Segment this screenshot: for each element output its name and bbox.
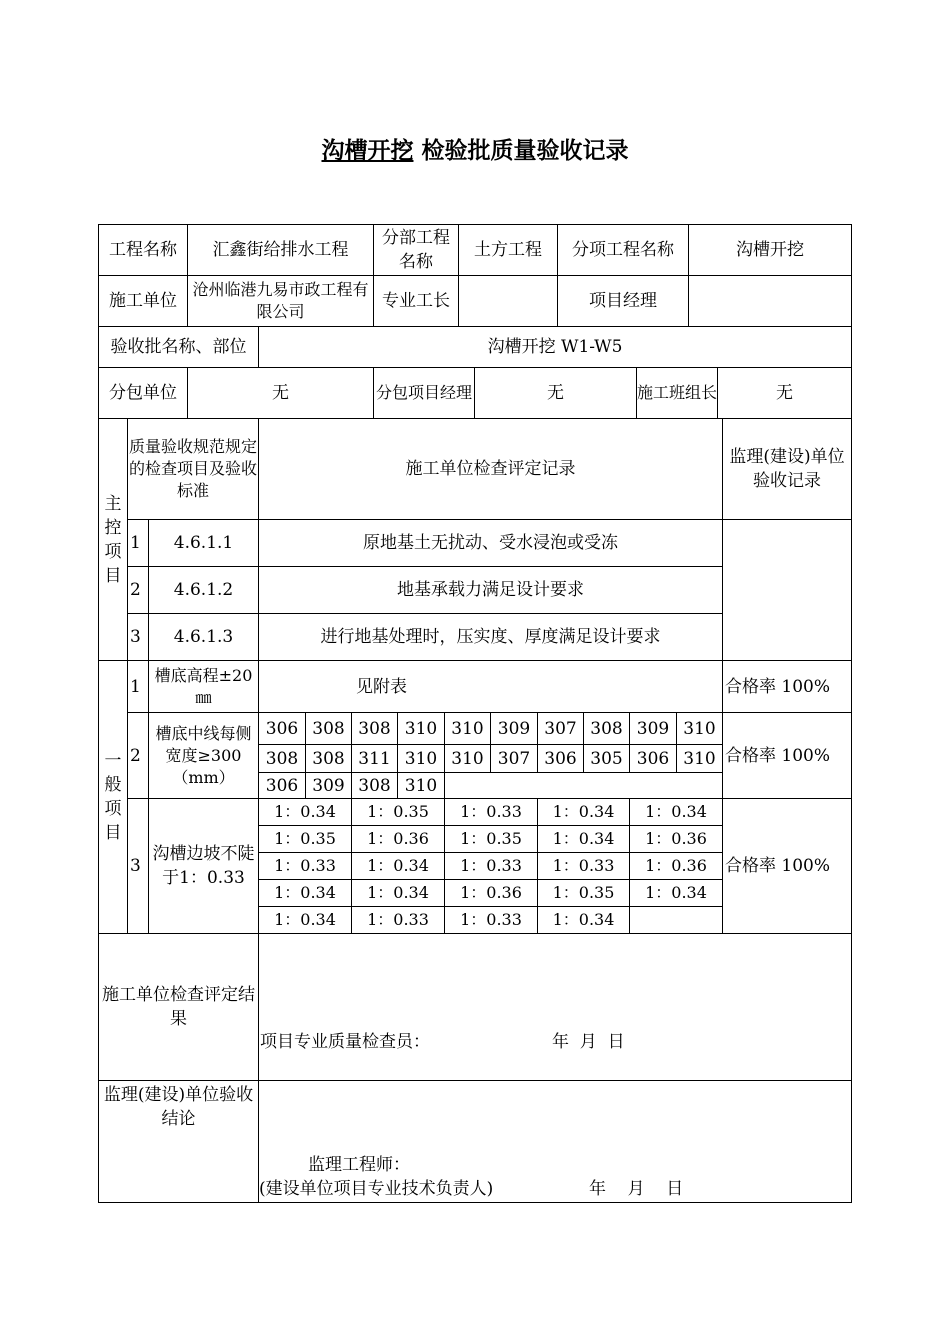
width-measure-cell: 306 xyxy=(258,772,306,799)
general-label: 一 般 项 目 xyxy=(98,660,128,934)
width-measure-cell: 308 xyxy=(305,744,352,773)
slope-measure-cell: 1：0.35 xyxy=(258,825,352,853)
width-measure-cell: 308 xyxy=(305,712,352,745)
slope-measure-cell xyxy=(629,906,723,934)
width-measure-cell: 306 xyxy=(537,744,584,773)
conclusion-box xyxy=(258,1080,852,1203)
value-sub-project: 土方工程 xyxy=(458,224,558,276)
general-item2-rate: 合格率 100% xyxy=(722,712,852,799)
inspector-label: 项目专业质量检查员： xyxy=(260,1032,430,1052)
general-item3-rate: 合格率 100% xyxy=(722,798,852,934)
slope-measure-cell: 1：0.36 xyxy=(629,852,723,880)
label-sub-project: 分部工程名称 xyxy=(373,224,459,276)
width-measure-cell: 308 xyxy=(583,712,630,745)
slope-measure-cell: 1：0.34 xyxy=(629,879,723,907)
slope-measure-cell: 1：0.36 xyxy=(444,879,538,907)
engineer-label: 监理工程师： xyxy=(308,1155,410,1175)
width-measure-cell: 309 xyxy=(490,712,538,745)
slope-measure-cell: 1：0.35 xyxy=(444,825,538,853)
result-box xyxy=(258,933,852,1081)
value-batch: 沟槽开挖 W1-W5 xyxy=(258,326,852,368)
slope-measure-cell: 1：0.34 xyxy=(351,879,445,907)
value-team-leader: 无 xyxy=(717,367,852,419)
result-date: 年 月 日 xyxy=(552,1032,625,1052)
slope-measure-cell: 1：0.33 xyxy=(351,906,445,934)
slope-measure-cell: 1：0.35 xyxy=(537,879,630,907)
label-sub-unit: 分包单位 xyxy=(98,367,188,419)
col-record: 施工单位检查评定记录 xyxy=(258,418,723,520)
value-item: 沟槽开挖 xyxy=(688,224,852,276)
title-part1: 沟槽开挖 xyxy=(321,138,414,164)
width-measure-cell: 309 xyxy=(629,712,677,745)
col-standard: 质量验收规范规定的检查项目及验收标准 xyxy=(127,418,259,520)
value-sub-unit: 无 xyxy=(187,367,374,419)
slope-measure-cell: 1：0.33 xyxy=(444,852,538,880)
width-measure-cell: 310 xyxy=(397,744,445,773)
slope-measure-cell: 1：0.34 xyxy=(258,798,352,826)
width-measure-cell: 308 xyxy=(351,712,398,745)
general-item1-record: 见附表 xyxy=(258,660,723,713)
width-measure-cell: 310 xyxy=(397,772,445,799)
width-measure-cell: 307 xyxy=(537,712,584,745)
slope-measure-cell: 1：0.34 xyxy=(258,879,352,907)
main-item-text: 原地基土无扰动、受水浸泡或受冻 xyxy=(258,519,723,567)
label-project-name: 工程名称 xyxy=(98,224,188,276)
main-item-code: 4.6.1.2 xyxy=(148,566,259,614)
width-measure-cell: 310 xyxy=(676,744,723,773)
width-measure-cell: 309 xyxy=(305,772,352,799)
value-unit: 沧州临港九易市政工程有限公司 xyxy=(187,275,374,327)
slope-measure-cell: 1：0.33 xyxy=(444,798,538,826)
width-measure-cell: 310 xyxy=(397,712,445,745)
slope-measure-cell: 1：0.34 xyxy=(258,906,352,934)
main-control-label: 主 控 项 目 xyxy=(98,418,128,661)
slope-measure-cell: 1：0.35 xyxy=(351,798,445,826)
owner-label: (建设单位项目专业技术负责人) xyxy=(259,1179,494,1199)
slope-measure-cell: 1：0.36 xyxy=(629,825,723,853)
slope-measure-cell: 1：0.34 xyxy=(537,798,630,826)
main-item-code: 4.6.1.1 xyxy=(148,519,259,567)
width-measure-cell: 310 xyxy=(676,712,723,745)
general-item1-no: 1 xyxy=(127,660,149,713)
main-item-code: 4.6.1.3 xyxy=(148,613,259,661)
general-item2-name: 槽底中线每侧宽度≥300（mm） xyxy=(148,712,259,799)
slope-measure-cell: 1：0.33 xyxy=(444,906,538,934)
width-measure-cell: 310 xyxy=(444,744,491,773)
slope-measure-cell: 1：0.34 xyxy=(351,852,445,880)
value-sub-manager: 无 xyxy=(474,367,637,419)
main-item-no: 1 xyxy=(127,519,149,567)
value-manager xyxy=(688,275,852,327)
slope-measure-cell: 1：0.34 xyxy=(537,825,630,853)
label-team-leader: 施工班组长 xyxy=(636,367,718,419)
main-item-text: 进行地基处理时，压实度、厚度满足设计要求 xyxy=(258,613,723,661)
value-foreman xyxy=(458,275,558,327)
label-batch: 验收批名称、部位 xyxy=(98,326,259,368)
col-supervision: 监理(建设)单位验收记录 xyxy=(722,418,852,520)
width-measure-cell: 311 xyxy=(351,744,398,773)
width-measure-cell: 308 xyxy=(258,744,306,773)
width-measure-cell: 307 xyxy=(490,744,538,773)
slope-measure-cell: 1：0.34 xyxy=(537,906,630,934)
value-project-name: 汇鑫街给排水工程 xyxy=(187,224,374,276)
conclusion-label: 监理(建设)单位验收结论 xyxy=(98,1080,259,1203)
label-sub-manager: 分包项目经理 xyxy=(373,367,475,419)
label-unit: 施工单位 xyxy=(98,275,188,327)
main-item-no: 3 xyxy=(127,613,149,661)
main-supervision-record xyxy=(722,519,852,661)
slope-measure-cell: 1：0.33 xyxy=(258,852,352,880)
width-measure-cell: 310 xyxy=(444,712,491,745)
general-item2-no: 2 xyxy=(127,712,149,799)
width-measure-empty xyxy=(444,772,723,799)
result-label: 施工单位检查评定结果 xyxy=(98,933,259,1081)
label-foreman: 专业工长 xyxy=(373,275,459,327)
conclusion-date: 年 月 日 xyxy=(589,1179,684,1199)
width-measure-cell: 308 xyxy=(351,772,398,799)
label-manager: 项目经理 xyxy=(557,275,689,327)
width-measure-cell: 305 xyxy=(583,744,630,773)
slope-measure-cell: 1：0.36 xyxy=(351,825,445,853)
slope-measure-cell: 1：0.34 xyxy=(629,798,723,826)
width-measure-cell: 306 xyxy=(258,712,306,745)
general-item3-no: 3 xyxy=(127,798,149,934)
title-part2: 检验批质量验收记录 xyxy=(413,138,629,164)
general-item1-name: 槽底高程±20㎜ xyxy=(148,660,259,713)
width-measure-cell: 306 xyxy=(629,744,677,773)
main-item-text: 地基承载力满足设计要求 xyxy=(258,566,723,614)
general-item3-name: 沟槽边坡不陡于1：0.33 xyxy=(148,798,259,934)
label-item: 分项工程名称 xyxy=(557,224,689,276)
slope-measure-cell: 1：0.33 xyxy=(537,852,630,880)
main-item-no: 2 xyxy=(127,566,149,614)
general-item1-rate: 合格率 100% xyxy=(722,660,852,713)
